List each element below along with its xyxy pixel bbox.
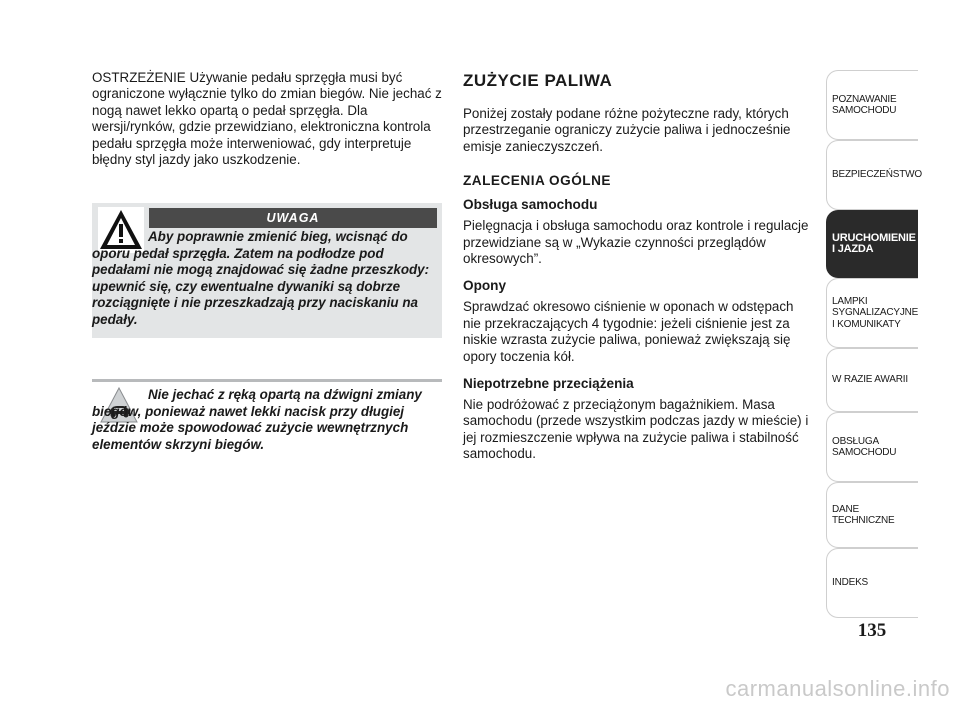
subsection-heading: Niepotrzebne przeciążenia xyxy=(463,376,634,392)
tab-indeks[interactable]: INDEKS xyxy=(826,548,918,618)
watermark: carmanualsonline.info xyxy=(725,676,950,701)
subsection-text: Nie podróżować z przeciążonym bagażnikiem. Masa samochodu (przede wszystkim podczas jazdy w mieście) i jej rozmieszczenie wpływa na zużycie paliwa i stabilność samochodu. xyxy=(463,397,809,462)
subsection-heading: Obsługa samochodu xyxy=(463,197,598,213)
section-intro: Poniżej zostały podane różne pożyteczne rady, których przestrzeganie ograniczy zużycie paliwa i jednocześnie emisje zanieczyszczeń. xyxy=(463,106,791,154)
note-text: Nie jechać z ręką opartą na dźwigni zmiany biegów, ponieważ nawet lekki nacisk przy długiej jeździe może spowodować zużycie wewnętrznych elementów skrzyni biegów. xyxy=(92,387,422,452)
clutch-warning-paragraph: OSTRZEŻENIE Używanie pedału sprzęgła musi być ograniczone wyłącznie tylko do zmian biegów. Nie jechać z nogą nawet lekko opartą o pedał sprzęgła. Dla wersji/rynków, gdzie przewidziano, elektroniczna kontrola pedału sprzęgła może interweniować, gdy interpretuje błędny styl jazdy jako uszkodzenie. xyxy=(92,70,442,168)
warning-label: UWAGA xyxy=(149,208,437,228)
tab-uruchomienie-i-jazda[interactable]: URUCHOMIENIE I JAZDA xyxy=(826,210,918,278)
section-title: ZUŻYCIE PALIWA xyxy=(463,71,613,90)
tab-obsluga-samochodu[interactable]: OBSŁUGA SAMOCHODU xyxy=(826,412,918,482)
tab-w-razie-awarii[interactable]: W RAZIE AWARII xyxy=(826,348,918,412)
subsection-text: Pielęgnacja i obsługa samochodu oraz kontrole i regulacje przewidziane są w „Wykazie czynności przeglądów okresowych”. xyxy=(463,218,809,267)
tab-lampki-sygnalizacyjne[interactable]: LAMPKI SYGNALIZACYJNE I KOMUNIKATY xyxy=(826,278,918,348)
fuel-consumption-section xyxy=(463,70,815,463)
subsection-heading: Opony xyxy=(463,278,507,294)
note-divider xyxy=(92,379,442,382)
subsection-text: Sprawdzać okresowo ciśnienie w oponach w odstępach nie przekraczających 4 tygodnie: jeżeli ciśnienie jest za niskie wzrasta zużycie paliwa, ponieważ zwiększają się opory toczenia kół. xyxy=(463,299,794,364)
tab-dane-techniczne[interactable]: DANE TECHNICZNE xyxy=(826,482,918,548)
warning-text: Aby poprawnie zmienić bieg, wcisnąć do oporu pedał sprzęgła. Zatem na podłodze pod pedałami nie mogą znajdować się żadne przeszkody: upewnić się, czy ewentualne dywaniki są dobrze rozciągnięte i nie przeszkadzają przy naciskaniu na pedały. xyxy=(92,229,430,327)
general-recommendations-heading: ZALECENIA OGÓLNE xyxy=(463,173,611,189)
tab-bezpieczenstwo[interactable]: BEZPIECZEŃSTWO xyxy=(826,140,918,210)
tab-poznawanie-samochodu[interactable]: POZNAWANIE SAMOCHODU xyxy=(826,70,918,140)
page-number: 135 xyxy=(857,620,887,641)
